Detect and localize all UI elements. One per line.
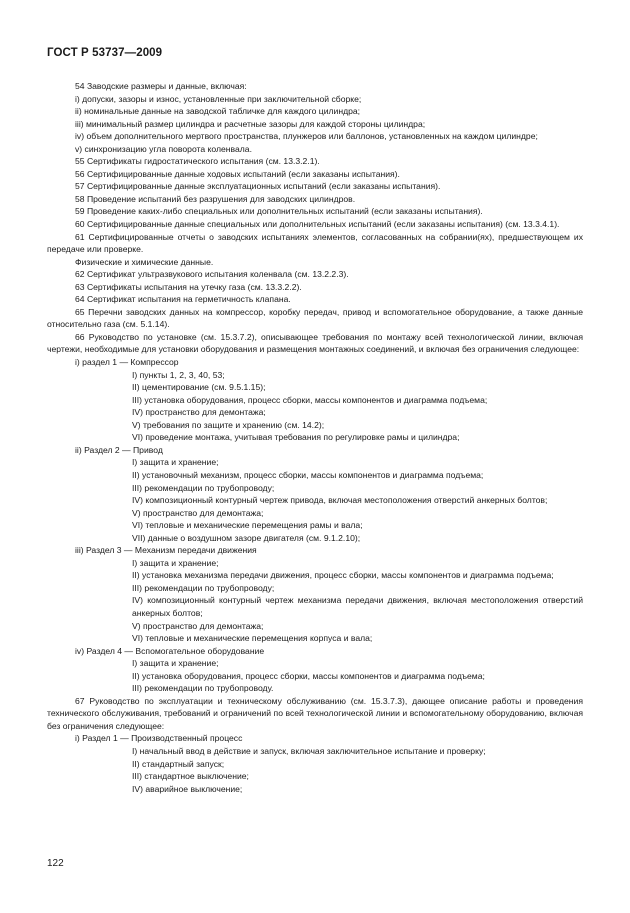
text-line: 58 Проведение испытаний без разрушения для заводских цилиндров. (75, 193, 356, 204)
text-line: iii) Раздел 3 — Механизм передачи движения (75, 545, 257, 556)
page-number: 122 (47, 858, 64, 869)
text-line: VI) тепловые и механические перемещения рамы и вала; (132, 520, 363, 531)
text-line: III) рекомендации по трубопроводу; (132, 482, 275, 493)
text-line: III) стандартное выключение; (132, 771, 249, 782)
text-line: iii) минимальный размер цилиндра и расчетные зазоры для каждой стороны цилиндра; (75, 118, 426, 129)
text-line: III) установка оборудования, процесс сборки, массы компонентов и диаграмма подъема; (132, 394, 488, 405)
text-line: 61 Сертифицированные отчеты о заводских испытаниях элементов, согласованных на собрании(ях), предшествующем их передаче или проверке. (47, 231, 583, 255)
text-line: 60 Сертифицированные данные специальных или дополнительных испытаний (если заказаны испытания) (см. 13.3.4.1). (75, 219, 560, 230)
text-line: IV) композиционный контурный чертеж механизма передачи движения, включая местоположения отверстий анкерных болтов; (132, 595, 583, 618)
text-line: VII) данные о воздушном зазоре двигателя (см. 9.1.2.10); (132, 532, 361, 543)
text-line: II) установочный механизм, процесс сборки, массы компонентов и диаграмма подъема; (132, 469, 484, 480)
text-line: 57 Сертифицированные данные эксплуатационных испытаний (если заказаны испытания). (75, 181, 441, 192)
text-line: 63 Сертификаты испытания на утечку газа (см. 13.3.2.2). (75, 281, 302, 292)
text-line: 65 Перечни заводских данных на компрессор, коробку передач, привод и вспомогательное оборудование, а также данные относительно газа (см. 5.1.14). (47, 306, 583, 330)
document-body (47, 80, 583, 795)
text-line: 56 Сертифицированные данные ходовых испытаний (если заказаны испытания). (75, 168, 400, 179)
text-line: i) раздел 1 — Компрессор (75, 357, 179, 368)
text-line: I) защита и хранение; (132, 557, 219, 568)
text-line: II) стандартный запуск; (132, 758, 225, 769)
text-line: iv) объем дополнительного мертвого пространства, плунжеров или баллонов, установленных на каждом цилиндре; (75, 131, 538, 142)
text-line: II) установка механизма передачи движения, процесс сборки, массы компонентов и диаграмма подъема; (132, 570, 554, 581)
text-line: I) защита и хранение; (132, 658, 219, 669)
text-line: 64 Сертификат испытания на герметичность клапана. (75, 294, 291, 305)
text-line: II) цементирование (см. 9.5.1.15); (132, 382, 266, 393)
text-line: I) защита и хранение; (132, 457, 219, 468)
text-line: IV) пространство для демонтажа; (132, 407, 266, 418)
text-line: I) начальный ввод в действие и запуск, включая заключительное испытание и проверку; (132, 745, 486, 756)
text-line: VI) проведение монтажа, учитывая требования по регулировке рамы и цилиндра; (132, 432, 460, 443)
text-line: ii) Раздел 2 — Привод (75, 444, 163, 455)
text-line: IV) композиционный контурный чертеж привода, включая местоположения отверстий анкерных болтов; (132, 495, 548, 506)
text-line: 54 Заводские размеры и данные, включая: (75, 81, 247, 91)
text-line: i) допуски, зазоры и износ, установленные при заключительной сборке; (75, 93, 362, 104)
text-line: 62 Сертификат ультразвукового испытания коленвала (см. 13.2.2.3). (75, 269, 349, 280)
text-line: iv) Раздел 4 — Вспомогательное оборудование (75, 645, 265, 656)
text-line: i) Раздел 1 — Производственный процесс (75, 733, 243, 744)
text-line: V) требования по защите и хранению (см. 14.2); (132, 419, 325, 430)
text-line: VI) тепловые и механические перемещения корпуса и вала; (132, 633, 373, 644)
text-line: IV) аварийное выключение; (132, 783, 243, 794)
text-line: v) синхронизацию угла поворота коленвала. (75, 143, 252, 154)
text-line: Физические и химические данные. (75, 256, 214, 267)
text-line: V) пространство для демонтажа; (132, 620, 264, 631)
text-line: V) пространство для демонтажа; (132, 507, 264, 518)
text-line: III) рекомендации по трубопроводу; (132, 582, 275, 593)
text-line: ii) номинальные данные на заводской табличке для каждого цилиндра; (75, 106, 361, 117)
text-line: II) установка оборудования, процесс сборки, массы компонентов и диаграмма подъема; (132, 670, 485, 681)
text-line: III) рекомендации по трубопроводу. (132, 683, 274, 694)
text-line: 59 Проведение каких-либо специальных или дополнительных испытаний (если заказаны испытания). (75, 206, 483, 217)
text-line: 55 Сертификаты гидростатического испытания (см. 13.3.2.1). (75, 156, 320, 167)
document-header: ГОСТ Р 53737—2009 (47, 47, 163, 59)
text-line: I) пункты 1, 2, 3, 40, 53; (132, 369, 225, 380)
text-line: 67 Руководство по эксплуатации и техническому обслуживанию (см. 15.3.7.3), дающее описание работы и проведения технического обслуживания, требований и ограничений по всей технологической линии и вспомогательному оборудованию, включая без ограничения следующее: (47, 695, 583, 731)
text-line: 66 Руководство по установке (см. 15.3.7.2), описывающее требования по монтажу всей технологической линии, включая чертежи, необходимые для установки оборудования и размещения монтажных соединений, и включая без ограничения следующее: (47, 331, 583, 355)
